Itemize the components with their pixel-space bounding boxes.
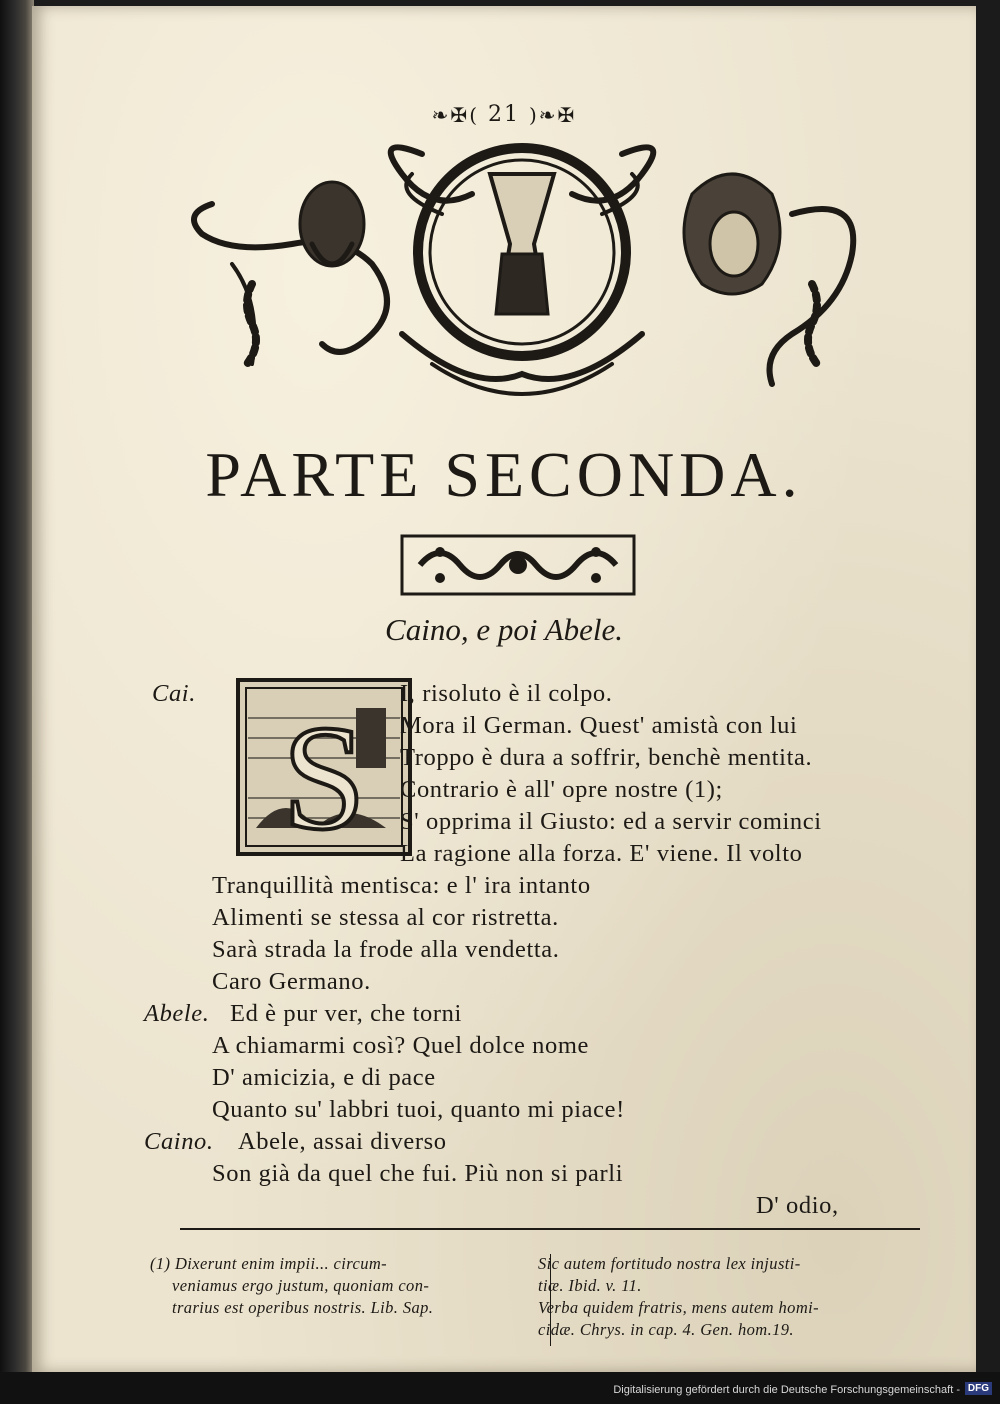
scene-heading: Caino, e poi Abele. [385, 612, 623, 647]
book-binding [0, 0, 34, 1372]
verse-line: Sarà strada la frode alla vendetta. [212, 936, 560, 963]
verse-line: Abele, assai diverso [238, 1128, 447, 1155]
footnote-line: trarius est operibus nostris. Lib. Sap. [172, 1298, 434, 1317]
footnote-line: (1) Dixerunt enim impii... circum- [150, 1254, 388, 1273]
verse-line: Mora il German. Quest' amistà con lui [400, 712, 798, 739]
speaker-label: Caino. [144, 1128, 214, 1155]
verse-line: Tranquillità mentisca: e l' ira intanto [212, 872, 591, 899]
footnote-line: Verba quidem fratris, mens autem homi- [538, 1298, 820, 1317]
verse-line: A chiamarmi così? Quel dolce nome [212, 1032, 589, 1059]
headpiece-woodcut-icon [172, 134, 872, 402]
viewer-footer [0, 1372, 1000, 1404]
funding-credit: Digitalisierung gefördert durch die Deutsche Forschungsgemeinschaft - [613, 1384, 960, 1396]
folio-ornament-left-icon: ❧✠( [431, 103, 479, 127]
catchword: D' odio, [756, 1192, 839, 1219]
verse-line: S' opprima il Giusto: ed a servir cominci [400, 808, 822, 835]
verse-line: D' amicizia, e di pace [212, 1064, 436, 1091]
historiated-initial-icon [236, 678, 412, 856]
fleuron-ornament-icon [400, 534, 636, 596]
page-number [32, 102, 976, 127]
verse-line: La ragione alla forza. E' viene. Il volto [400, 840, 803, 867]
speaker-label: Abele. [144, 1000, 210, 1027]
page-number-text: 21 [488, 102, 520, 127]
verse-line: I, risoluto è il colpo. [400, 680, 613, 707]
section-title: PARTE SECONDA. [205, 439, 803, 510]
footnote-rule [180, 1228, 920, 1230]
folio-ornament-right-icon: )❧✠ [529, 103, 577, 127]
verse-line: Troppo è dura a soffrir, benchè mentita. [400, 744, 813, 771]
verse-line: Alimenti se stessa al cor ristretta. [212, 904, 559, 931]
verse-line: Caro Germano. [212, 968, 371, 995]
drop-cap-letter: S [282, 695, 366, 856]
footnote-line: tiæ. Ibid. v. 11. [538, 1276, 642, 1295]
verse-line: Ed è pur ver, che torni [230, 1000, 462, 1027]
verse-line: Son già da quel che fui. Più non si parli [212, 1160, 624, 1187]
speaker-label: Cai. [152, 680, 196, 707]
verse-line: Quanto su' labbri tuoi, quanto mi piace! [212, 1096, 625, 1123]
verse-line: Contrario è all' opre nostre (1); [400, 776, 723, 803]
footnote-line: veniamus ergo justum, quoniam con- [172, 1276, 430, 1295]
footnote-line: Sic autem fortitudo nostra lex injusti- [538, 1254, 801, 1273]
book-page [32, 6, 976, 1372]
dfg-logo-icon: DFG [965, 1382, 992, 1395]
drop-cap-initial [236, 678, 412, 856]
footnote-line: cidæ. Chrys. in cap. 4. Gen. hom.19. [538, 1320, 794, 1339]
